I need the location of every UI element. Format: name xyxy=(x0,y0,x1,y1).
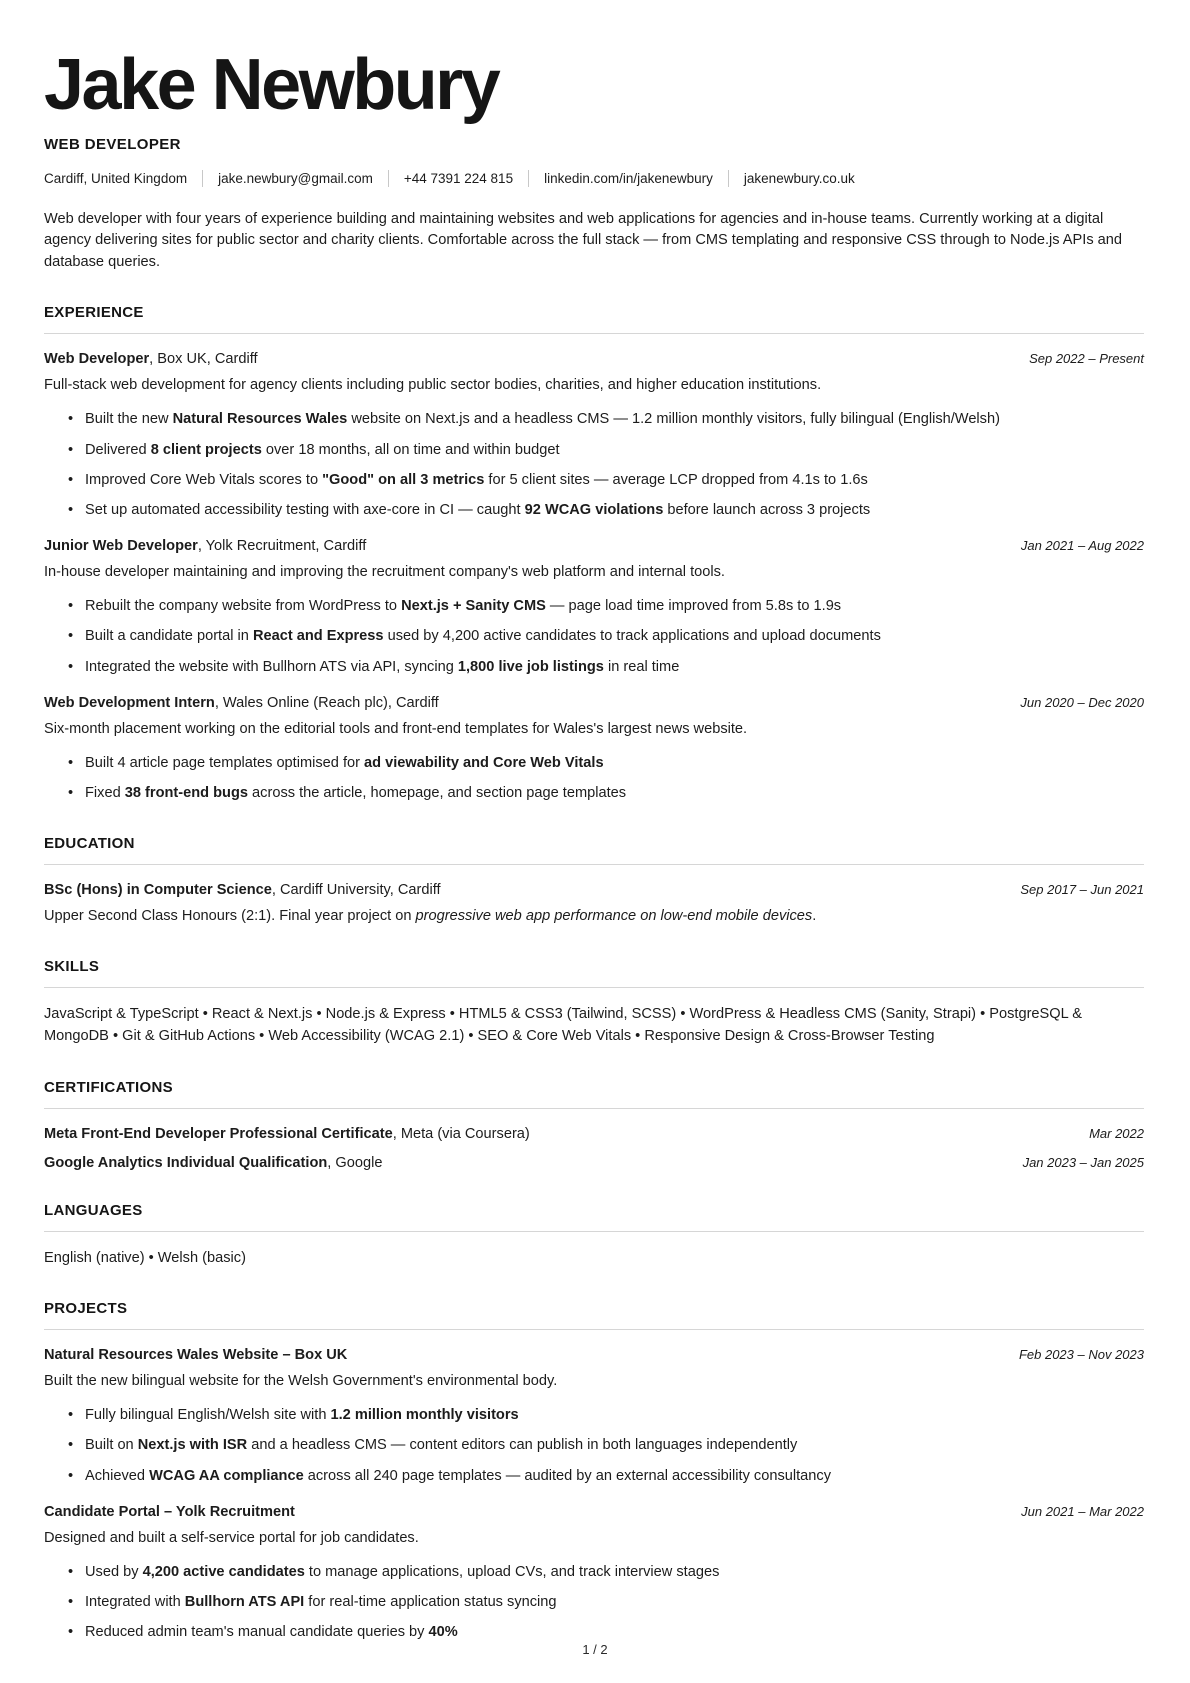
contact-email: jake.newbury@gmail.com xyxy=(218,170,373,186)
project-title-text: Natural Resources Wales Website – Box UK xyxy=(44,1347,348,1364)
bullet-item: • Built a candidate portal in React and Express used by 4,200 active candidates to track applications and upload documents xyxy=(68,626,1144,647)
entry-title xyxy=(44,882,441,898)
section-heading-projects: PROJECTS xyxy=(44,1300,1144,1330)
bullet-item: • Built the new Natural Resources Wales website on Next.js and a headless CMS — 1.2 million monthly visitors, fully bilingual (English/Welsh) xyxy=(68,409,1144,430)
entry-head xyxy=(44,882,1144,898)
bullet-item: • Reduced admin team's manual candidate queries by 40% xyxy=(68,1622,1144,1643)
bullet-list xyxy=(68,596,1144,677)
cert-title-text: Meta Front-End Developer Professional Certificate xyxy=(44,1125,393,1142)
contact-phone: +44 7391 224 815 xyxy=(403,170,514,186)
bullet-item: • Integrated with Bullhorn ATS API for real-time application status syncing xyxy=(68,1592,1144,1613)
contact-divider xyxy=(202,170,203,187)
bullet-item: • Fully bilingual English/Welsh site with 1.2 million monthly visitors xyxy=(68,1405,1144,1426)
contact-divider xyxy=(528,170,529,187)
job-title-text: Junior Web Developer xyxy=(44,538,198,555)
project-title-text: Candidate Portal – Yolk Recruitment xyxy=(44,1503,295,1520)
contact-row xyxy=(44,170,1144,187)
profile-summary: Web developer with four years of experience building and maintaining websites and web applications for agencies and in-house teams. Currently working at a digital agency delivering sites for public sector and charity clients. Comfortable across the full stack — from CMS templating and responsive CSS through to Node.js APIs and database queries. xyxy=(44,210,1123,270)
job-title-text: Web Development Intern xyxy=(44,694,215,711)
section-heading-skills: SKILLS xyxy=(44,958,1144,988)
entry-title xyxy=(44,1347,347,1363)
cert-title-text: Google Analytics Individual Qualification xyxy=(44,1154,328,1171)
entry-date: Sep 2022 – Present xyxy=(1029,351,1144,367)
resume-header xyxy=(44,45,1144,273)
bullet-list xyxy=(68,753,1144,804)
entry-head xyxy=(44,538,1144,554)
job-org-text: , Box UK, Cardiff xyxy=(149,351,258,368)
entry-title xyxy=(44,538,366,554)
skills-list-text: JavaScript & TypeScript • React & Next.js • Node.js & Express • HTML5 & CSS3 (Tailwind, SCSS) • WordPress & Headless CMS (Sanity, Strapi) • PostgreSQL & MongoDB • Git & GitHub Actions • Web Accessibility (WCAG 2.1) • SEO & Core Web Vitals • Responsive Design & Cross-Browser Testing xyxy=(44,1006,1082,1044)
entry-title xyxy=(44,351,258,367)
cert-org-text: , Google xyxy=(327,1154,383,1171)
bullet-item: • Rebuilt the company website from WordPress to Next.js + Sanity CMS — page load time improved from 5.8s to 1.9s xyxy=(68,596,1144,617)
contact-divider xyxy=(388,170,389,187)
entry-title xyxy=(44,1504,295,1520)
bullet-item: • Built on Next.js with ISR and a headless CMS — content editors can publish in both languages independently xyxy=(68,1435,1144,1456)
candidate-role: WEB DEVELOPER xyxy=(44,135,181,153)
entry-description: Upper Second Class Honours (2:1). Final year project on progressive web app performance on low-end mobile devices. xyxy=(44,908,817,925)
contact-divider xyxy=(728,170,729,187)
degree-org-text: , Cardiff University, Cardiff xyxy=(271,882,441,899)
page-number: 1 / 2 xyxy=(582,1642,608,1657)
project-entry xyxy=(44,1347,1144,1487)
bullet-list xyxy=(68,1405,1144,1486)
entry-date: Sep 2017 – Jun 2021 xyxy=(1020,882,1144,898)
certification-entry xyxy=(44,1155,1144,1171)
bullet-item: • Used by 4,200 active candidates to manage applications, upload CVs, and track interview stages xyxy=(68,1562,1144,1583)
entry-title xyxy=(44,695,439,711)
section-certifications xyxy=(44,1079,1144,1171)
entry-description: Designed and built a self-service portal for job candidates. xyxy=(44,1529,419,1546)
bullet-item: • Integrated the website with Bullhorn ATS via API, syncing 1,800 live job listings in real time xyxy=(68,657,1144,678)
section-projects xyxy=(44,1300,1144,1643)
section-heading-experience: EXPERIENCE xyxy=(44,304,1144,334)
job-org-text: , Yolk Recruitment, Cardiff xyxy=(197,538,367,555)
bullet-item: • Delivered 8 client projects over 18 months, all on time and within budget xyxy=(68,440,1144,461)
entry-date: Feb 2023 – Nov 2023 xyxy=(1018,1347,1144,1363)
bullet-list xyxy=(68,1562,1144,1643)
bullet-item: • Built 4 article page templates optimised for ad viewability and Core Web Vitals xyxy=(68,753,1144,774)
entry-head xyxy=(44,1155,1144,1171)
contact-linkedin: linkedin.com/in/jakenewbury xyxy=(544,170,713,186)
entry-head xyxy=(44,695,1144,711)
entry-date: Jan 2023 – Jan 2025 xyxy=(1022,1154,1144,1170)
entry-head xyxy=(44,1347,1144,1363)
entry-date: Jun 2020 – Dec 2020 xyxy=(1020,694,1144,710)
experience-entry xyxy=(44,538,1144,678)
section-heading-languages: LANGUAGES xyxy=(44,1202,1144,1232)
entry-title xyxy=(44,1155,382,1171)
entry-date: Jun 2021 – Mar 2022 xyxy=(1021,1503,1144,1519)
bullet-list xyxy=(68,409,1144,521)
project-entry xyxy=(44,1504,1144,1644)
candidate-name: Jake Newbury xyxy=(44,45,499,125)
bullet-item: • Improved Core Web Vitals scores to "Good" on all 3 metrics for 5 client sites — average LCP dropped from 4.1s to 1.6s xyxy=(68,470,1144,491)
entry-title xyxy=(44,1126,530,1142)
contact-location: Cardiff, United Kingdom xyxy=(44,170,188,186)
job-title-text: Web Developer xyxy=(44,351,150,368)
languages-list-text: English (native) • Welsh (basic) xyxy=(44,1249,246,1266)
job-org-text: , Wales Online (Reach plc), Cardiff xyxy=(214,694,439,711)
entry-description: Six-month placement working on the editorial tools and front-end templates for Wales's largest news website. xyxy=(44,720,748,737)
degree-title-text: BSc (Hons) in Computer Science xyxy=(44,882,272,899)
entry-description: Built the new bilingual website for the Welsh Government's environmental body. xyxy=(44,1373,558,1390)
entry-date: Mar 2022 xyxy=(1089,1125,1144,1141)
section-heading-education: EDUCATION xyxy=(44,835,1144,865)
section-skills xyxy=(44,958,1144,1047)
entry-head xyxy=(44,1504,1144,1520)
entry-date: Jan 2021 – Aug 2022 xyxy=(1020,538,1144,554)
section-experience xyxy=(44,304,1144,804)
section-heading-certifications: CERTIFICATIONS xyxy=(44,1079,1144,1109)
education-entry xyxy=(44,882,1144,927)
entry-description: Full-stack web development for agency clients including public sector bodies, charities, and higher education institutions. xyxy=(44,377,822,394)
section-languages xyxy=(44,1202,1144,1270)
section-education xyxy=(44,835,1144,927)
cert-org-text: , Meta (via Coursera) xyxy=(392,1125,530,1142)
bullet-item: • Fixed 38 front-end bugs across the article, homepage, and section page templates xyxy=(68,783,1144,804)
experience-entry xyxy=(44,351,1144,521)
entry-description: In-house developer maintaining and improving the recruitment company's web platform and internal tools. xyxy=(44,564,725,581)
certification-entry xyxy=(44,1126,1144,1142)
experience-entry xyxy=(44,695,1144,804)
bullet-item: • Achieved WCAG AA compliance across all 240 page templates — audited by an external accessibility consultancy xyxy=(68,1466,1144,1487)
contact-website: jakenewbury.co.uk xyxy=(743,170,855,186)
entry-head xyxy=(44,1126,1144,1142)
bullet-item: • Set up automated accessibility testing with axe-core in CI — caught 92 WCAG violations before launch across 3 projects xyxy=(68,500,1144,521)
entry-head xyxy=(44,351,1144,367)
